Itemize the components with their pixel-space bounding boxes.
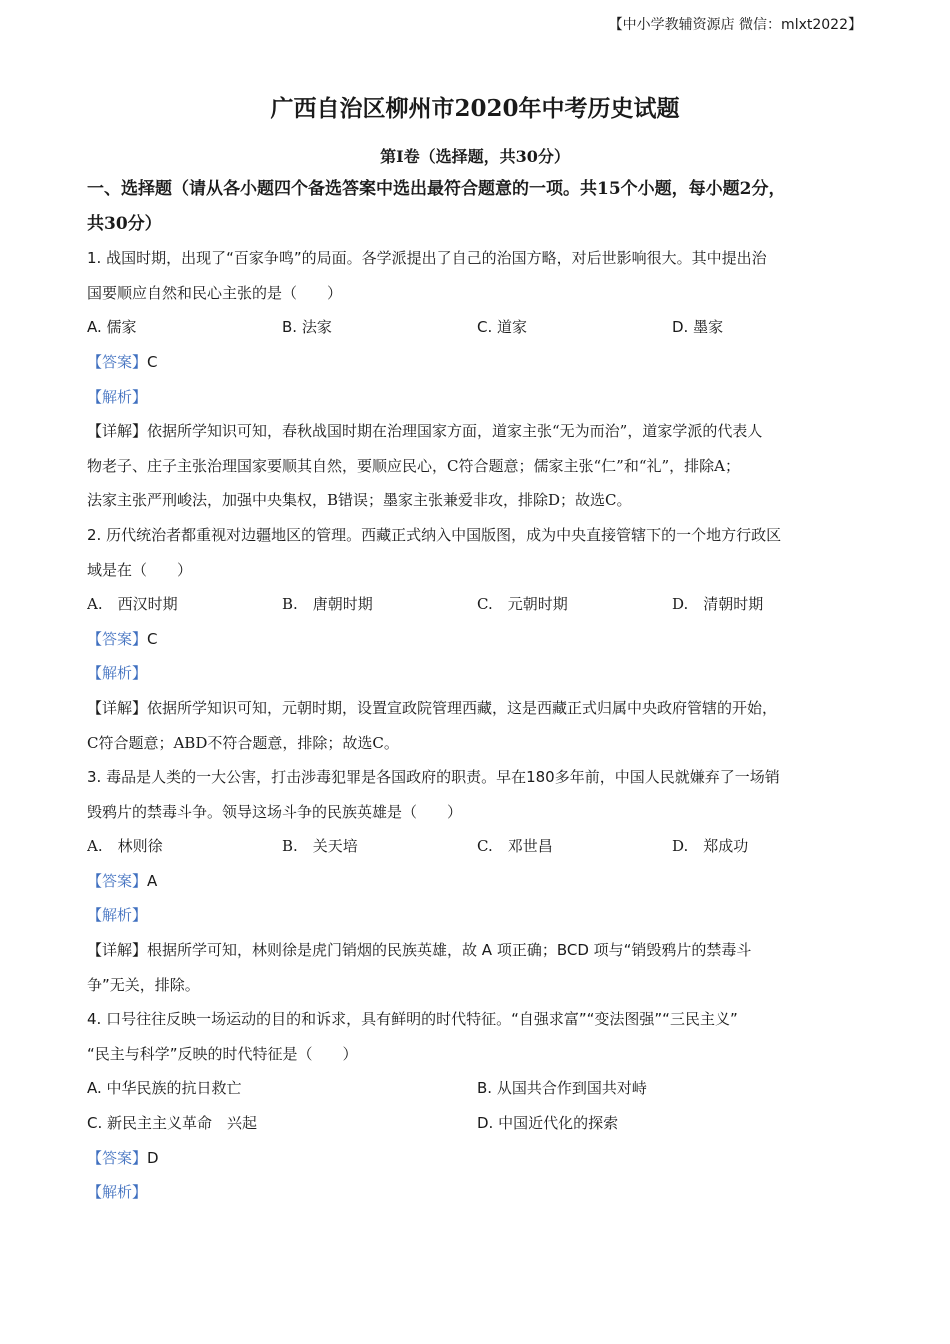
option-c: C. 邓世昌 <box>477 837 553 856</box>
question-4-analysis-label: 【解析】 <box>87 1183 148 1202</box>
detail-label: 【详解】 <box>87 941 148 960</box>
question-3-analysis-label: 【解析】 <box>87 906 148 925</box>
question-3-options <box>87 829 877 864</box>
option-d: D. 中国近代化的探索 <box>477 1114 619 1133</box>
question-4-answer <box>87 1141 877 1176</box>
question-2-options <box>87 587 877 622</box>
option-a: A. 儒家 <box>87 318 137 337</box>
question-2-stem-line-2: 域是在（ ） <box>87 560 193 579</box>
section-heading-line-1: 一、选择题（请从各小题四个备选答案中选出最符合题意的一项。共15个小题，每小题2分， <box>87 179 786 199</box>
question-1-analysis-label: 【解析】 <box>87 387 148 406</box>
question-1-detail-line-2: 物老子、庄子主张治理国家要顺其自然，要顺应民心，C符合题意；儒家主张“仁”和“礼”，排除A； <box>87 456 740 475</box>
answer-value: A <box>147 871 158 890</box>
question-2-analysis-label: 【解析】 <box>87 664 148 683</box>
answer-value: C <box>147 629 158 648</box>
question-1-options <box>87 310 877 345</box>
option-c: C. 新民主主义革命 兴起 <box>87 1114 258 1133</box>
question-1-stem-line-2: 国要顺应自然和民心主张的是（ ） <box>87 283 343 302</box>
question-2-detail-line-1 <box>87 691 877 726</box>
option-a: A. 西汉时期 <box>87 595 178 614</box>
question-4-stem-line-1: 4. 口号往往反映一场运动的目的和诉求，具有鲜明的时代特征。“自强求富”“变法图强”“三民主义” <box>87 1010 738 1029</box>
question-3-answer <box>87 864 877 899</box>
detail-text: 依据所学知识可知，元朝时期，设置宣政院管理西藏，这是西藏正式归属中央政府管辖的开始， <box>147 698 778 717</box>
question-4-options-row-2 <box>87 1106 877 1141</box>
question-3-stem-line-2: 毁鸦片的禁毒斗争。领导这场斗争的民族英雄是（ ） <box>87 802 463 821</box>
answer-value: D <box>147 1148 159 1167</box>
part-title: 第Ⅰ卷（选择题，共30分） <box>380 147 570 166</box>
question-1-detail-line-1 <box>87 414 877 449</box>
question-2-detail-line-2: C符合题意；ABD不符合题意，排除；故选C。 <box>87 733 399 752</box>
option-d: D. 清朝时期 <box>672 595 764 614</box>
option-a: A. 林则徐 <box>87 837 163 856</box>
exam-content <box>87 172 877 1210</box>
option-a: A. 中华民族的抗日救亡 <box>87 1079 242 1098</box>
answer-label: 【答案】 <box>87 352 148 371</box>
option-c: C. 元朝时期 <box>477 595 568 614</box>
question-4-options-row-1 <box>87 1071 877 1106</box>
answer-label: 【答案】 <box>87 1148 148 1167</box>
answer-label: 【答案】 <box>87 871 148 890</box>
option-d: D. 墨家 <box>672 318 724 337</box>
detail-label: 【详解】 <box>87 422 148 441</box>
option-b: B. 唐朝时期 <box>282 595 373 614</box>
question-1-answer <box>87 345 877 380</box>
answer-label: 【答案】 <box>87 629 148 648</box>
option-c: C. 道家 <box>477 318 528 337</box>
section-heading-line-2: 共30分） <box>87 213 162 234</box>
question-1-stem-line-1: 1. 战国时期，出现了“百家争鸣”的局面。各学派提出了自己的治国方略，对后世影响很大。其中提出治 <box>87 249 767 268</box>
question-3-detail-line-2: 争”无关，排除。 <box>87 975 200 994</box>
option-b: B. 法家 <box>282 318 332 337</box>
option-b: B. 关天培 <box>282 837 358 856</box>
option-d: D. 郑成功 <box>672 837 749 856</box>
question-3-detail-line-1 <box>87 933 877 968</box>
page-title: 广西自治区柳州市2020年中考历史试题 <box>270 95 680 122</box>
question-3-stem-line-1: 3. 毒品是人类的一大公害，打击涉毒犯罪是各国政府的职责。早在180多年前，中国人民就嫌弃了一场销 <box>87 768 780 787</box>
option-b: B. 从国共合作到国共对峙 <box>477 1079 647 1098</box>
header-note: 【中小学教辅资源店 微信：mlxt2022】 <box>608 17 862 33</box>
question-4-stem-line-2: “民主与科学”反映的时代特征是（ ） <box>87 1044 358 1063</box>
question-2-answer <box>87 622 877 657</box>
detail-label: 【详解】 <box>87 698 148 717</box>
question-2-stem-line-1: 2. 历代统治者都重视对边疆地区的管理。西藏正式纳入中国版图，成为中央直接管辖下的一个地方行政区 <box>87 525 782 544</box>
answer-value: C <box>147 352 158 371</box>
detail-text: 根据所学可知，林则徐是虎门销烟的民族英雄，故 A 项正确；BCD 项与“销毁鸦片的禁毒斗 <box>147 941 752 960</box>
question-1-detail-line-3: 法家主张严刑峻法，加强中央集权，B错误；墨家主张兼爱非攻，排除D；故选C。 <box>87 491 632 510</box>
detail-text: 依据所学知识可知，春秋战国时期在治理国家方面，道家主张“无为而治”，道家学派的代表人 <box>147 422 763 441</box>
